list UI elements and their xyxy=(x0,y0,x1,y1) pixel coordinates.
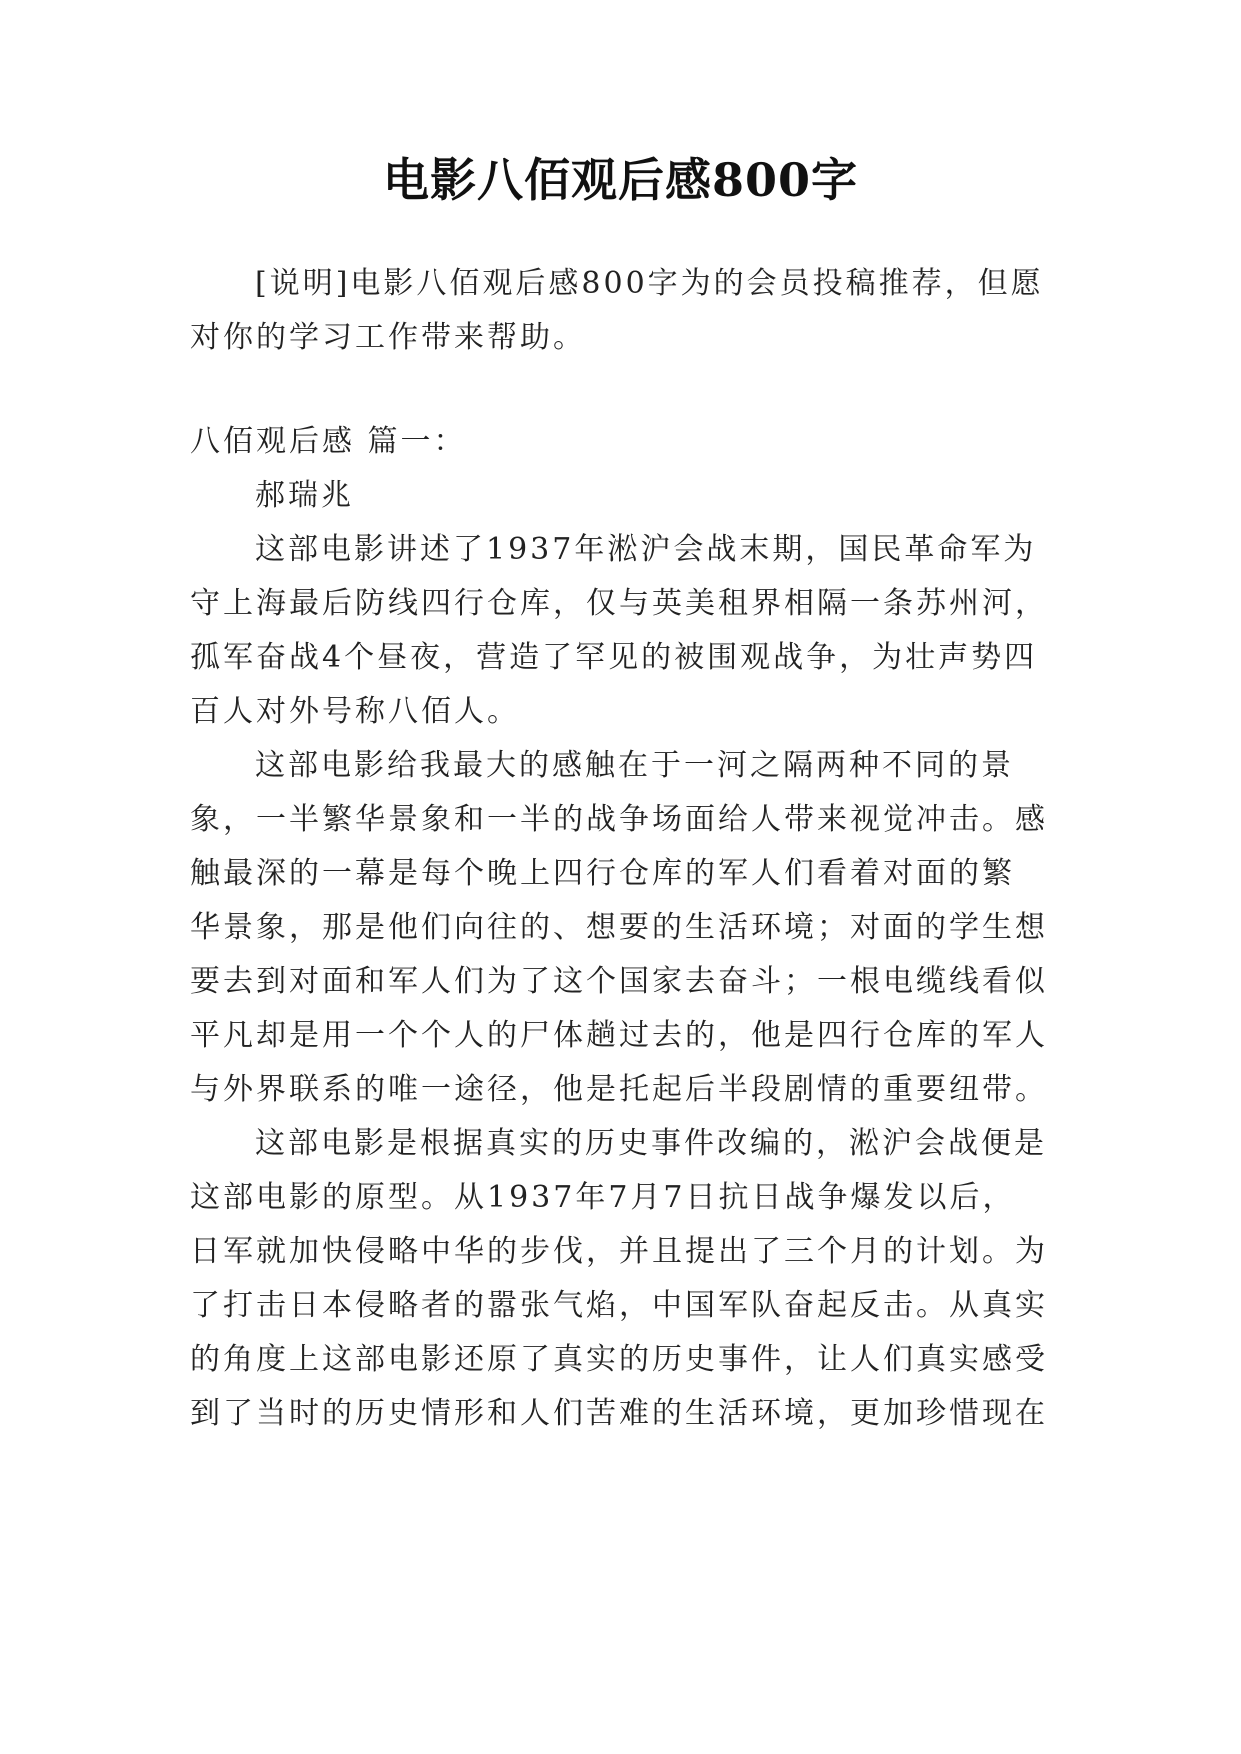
paragraph-3-line-5: 的角度上这部电影还原了真实的历史事件，让人们真实感受 xyxy=(190,1342,1048,1377)
paragraph-3-line-3: 日军就加快侵略中华的步伐，并且提出了三个月的计划。为 xyxy=(190,1234,1048,1269)
paragraph-3-line-1: 这部电影是根据真实的历史事件改编的，淞沪会战便是 xyxy=(255,1126,1047,1161)
paragraph-3-line-6: 到了当时的历史情形和人们苦难的生活环境，更加珍惜现在 xyxy=(190,1396,1048,1431)
paragraph-2-line-3: 触最深的一幕是每个晚上四行仓库的军人们看着对面的繁 xyxy=(190,856,1015,891)
paragraph-3-line-4: 了打击日本侵略者的嚣张气焰，中国军队奋起反击。从真实 xyxy=(190,1288,1048,1323)
section-heading: 八佰观后感 篇一： xyxy=(190,424,467,459)
paragraph-2-line-6: 平凡却是用一个个人的尸体趟过去的，他是四行仓库的军人 xyxy=(190,1018,1048,1053)
paragraph-2-line-7: 与外界联系的唯一途径，他是托起后半段剧情的重要纽带。 xyxy=(190,1072,1048,1107)
paragraph-2-line-1: 这部电影给我最大的感触在于一河之隔两种不同的景 xyxy=(255,748,1014,783)
paragraph-2-line-5: 要去到对面和军人们为了这个国家去奋斗；一根电缆线看似 xyxy=(190,964,1048,999)
document-title: 电影八佰观后感800字 xyxy=(382,153,859,207)
paragraph-2-line-2: 象，一半繁华景象和一半的战争场面给人带来视觉冲击。感 xyxy=(190,802,1048,837)
paragraph-2-line-4: 华景象，那是他们向往的、想要的生活环境；对面的学生想 xyxy=(190,910,1048,945)
paragraph-1-line-3: 孤军奋战4个昼夜，营造了罕见的被围观战争，为壮声势四 xyxy=(190,640,1038,675)
paragraph-1-line-2: 守上海最后防线四行仓库，仅与英美租界相隔一条苏州河， xyxy=(190,586,1048,621)
intro-line-2: 对你的学习工作带来帮助。 xyxy=(190,320,586,355)
paragraph-1-line-4: 百人对外号称八佰人。 xyxy=(190,694,520,729)
paragraph-3-line-2: 这部电影的原型。从1937年7月7日抗日战争爆发以后， xyxy=(190,1180,1016,1215)
intro-line-1: [说明]电影八佰观后感800字为的会员投稿推荐，但愿 xyxy=(255,266,1044,301)
paragraph-1-line-1: 这部电影讲述了1937年淞沪会战末期，国民革命军为 xyxy=(255,532,1037,567)
author-name: 郝瑞兆 xyxy=(255,478,354,513)
